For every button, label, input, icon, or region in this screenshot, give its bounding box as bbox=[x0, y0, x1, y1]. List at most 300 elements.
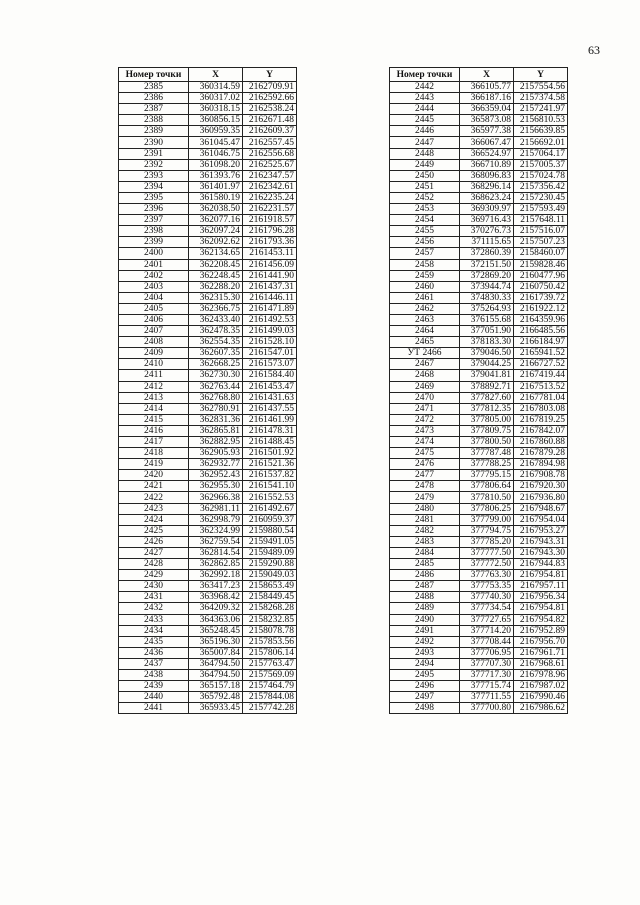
y-coordinate-cell: 2157569.09 bbox=[243, 669, 297, 680]
table-row bbox=[390, 392, 568, 403]
x-coordinate-cell: 372151.50 bbox=[460, 259, 514, 270]
table-row bbox=[119, 126, 297, 137]
table-row bbox=[390, 581, 568, 592]
point-number-cell: 2458 bbox=[390, 259, 460, 270]
table-row bbox=[119, 181, 297, 192]
y-coordinate-cell: 2162525.67 bbox=[243, 159, 297, 170]
point-number-cell: 2402 bbox=[119, 270, 189, 281]
point-number-cell: 2494 bbox=[390, 658, 460, 669]
point-number-cell: 2421 bbox=[119, 481, 189, 492]
coordinates-table-left bbox=[118, 67, 297, 714]
table-row bbox=[119, 681, 297, 692]
x-coordinate-cell: 377809.75 bbox=[460, 425, 514, 436]
x-coordinate-cell: 377785.20 bbox=[460, 536, 514, 547]
point-number-cell: 2492 bbox=[390, 636, 460, 647]
x-coordinate-cell: 362324.99 bbox=[189, 525, 243, 536]
y-coordinate-cell: 2157806.14 bbox=[243, 647, 297, 658]
x-coordinate-cell: 368296.14 bbox=[460, 181, 514, 192]
point-number-cell: 2446 bbox=[390, 126, 460, 137]
point-number-cell: 2428 bbox=[119, 559, 189, 570]
point-number-cell: 2475 bbox=[390, 448, 460, 459]
point-number-cell: 2398 bbox=[119, 226, 189, 237]
table-row bbox=[390, 137, 568, 148]
x-coordinate-cell: 377772.50 bbox=[460, 559, 514, 570]
point-number-cell: 2392 bbox=[119, 159, 189, 170]
table-row bbox=[390, 148, 568, 159]
header-x: X bbox=[189, 68, 243, 82]
point-number-cell: 2410 bbox=[119, 359, 189, 370]
point-number-cell: 2483 bbox=[390, 536, 460, 547]
x-coordinate-cell: 366524.97 bbox=[460, 148, 514, 159]
point-number-cell: 2476 bbox=[390, 459, 460, 470]
y-coordinate-cell: 2167956.34 bbox=[514, 592, 568, 603]
point-number-cell: 2468 bbox=[390, 370, 460, 381]
table-row bbox=[390, 470, 568, 481]
point-number-cell: 2437 bbox=[119, 658, 189, 669]
y-coordinate-cell: 2161446.11 bbox=[243, 292, 297, 303]
y-coordinate-cell: 2156692.01 bbox=[514, 137, 568, 148]
x-coordinate-cell: 370276.73 bbox=[460, 226, 514, 237]
x-coordinate-cell: 377700.80 bbox=[460, 703, 514, 714]
y-coordinate-cell: 2167803.08 bbox=[514, 403, 568, 414]
x-coordinate-cell: 377795.15 bbox=[460, 470, 514, 481]
point-number-cell: 2467 bbox=[390, 359, 460, 370]
table-row bbox=[390, 448, 568, 459]
point-number-cell: 2387 bbox=[119, 104, 189, 115]
point-number-cell: 2413 bbox=[119, 392, 189, 403]
table-row bbox=[119, 559, 297, 570]
table-row bbox=[119, 481, 297, 492]
y-coordinate-cell: 2167956.70 bbox=[514, 636, 568, 647]
y-coordinate-cell: 2161431.63 bbox=[243, 392, 297, 403]
table-row bbox=[119, 303, 297, 314]
x-coordinate-cell: 377740.30 bbox=[460, 592, 514, 603]
y-coordinate-cell: 2162709.91 bbox=[243, 82, 297, 93]
y-coordinate-cell: 2167978.96 bbox=[514, 669, 568, 680]
x-coordinate-cell: 362981.11 bbox=[189, 503, 243, 514]
point-number-cell: 2390 bbox=[119, 137, 189, 148]
x-coordinate-cell: 377051.90 bbox=[460, 326, 514, 337]
table-row bbox=[390, 82, 568, 93]
point-number-cell: 2417 bbox=[119, 437, 189, 448]
x-coordinate-cell: 369716.43 bbox=[460, 215, 514, 226]
table-row bbox=[390, 525, 568, 536]
table-row bbox=[390, 192, 568, 203]
point-number-cell: 2408 bbox=[119, 337, 189, 348]
y-coordinate-cell: 2161492.53 bbox=[243, 314, 297, 325]
point-number-cell: 2452 bbox=[390, 192, 460, 203]
table-row bbox=[119, 614, 297, 625]
x-coordinate-cell: 362998.79 bbox=[189, 514, 243, 525]
x-coordinate-cell: 361045.47 bbox=[189, 137, 243, 148]
table-row bbox=[119, 326, 297, 337]
table-row bbox=[119, 459, 297, 470]
point-number-cell: 2471 bbox=[390, 403, 460, 414]
x-coordinate-cell: 360856.15 bbox=[189, 115, 243, 126]
y-coordinate-cell: 2161456.09 bbox=[243, 259, 297, 270]
y-coordinate-cell: 2157763.47 bbox=[243, 658, 297, 669]
point-number-cell: 2479 bbox=[390, 492, 460, 503]
table-row bbox=[119, 592, 297, 603]
y-coordinate-cell: 2157507.23 bbox=[514, 237, 568, 248]
y-coordinate-cell: 2157464.79 bbox=[243, 681, 297, 692]
x-coordinate-cell: 377706.95 bbox=[460, 647, 514, 658]
point-number-cell: 2487 bbox=[390, 581, 460, 592]
y-coordinate-cell: 2161552.53 bbox=[243, 492, 297, 503]
x-coordinate-cell: 377810.50 bbox=[460, 492, 514, 503]
table-row bbox=[390, 636, 568, 647]
table-row bbox=[390, 570, 568, 581]
x-coordinate-cell: 365792.48 bbox=[189, 692, 243, 703]
y-coordinate-cell: 2167860.88 bbox=[514, 437, 568, 448]
point-number-cell: 2450 bbox=[390, 170, 460, 181]
table-row bbox=[390, 104, 568, 115]
y-coordinate-cell: 2167954.82 bbox=[514, 614, 568, 625]
table-header-row bbox=[390, 68, 568, 82]
y-coordinate-cell: 2159491.05 bbox=[243, 536, 297, 547]
table-row bbox=[390, 692, 568, 703]
x-coordinate-cell: 377777.50 bbox=[460, 547, 514, 558]
y-coordinate-cell: 2167879.28 bbox=[514, 448, 568, 459]
x-coordinate-cell: 366105.77 bbox=[460, 82, 514, 93]
x-coordinate-cell: 362955.30 bbox=[189, 481, 243, 492]
point-number-cell: 2419 bbox=[119, 459, 189, 470]
point-number-cell: 2423 bbox=[119, 503, 189, 514]
table-row bbox=[119, 348, 297, 359]
x-coordinate-cell: 366359.04 bbox=[460, 104, 514, 115]
y-coordinate-cell: 2166485.56 bbox=[514, 326, 568, 337]
x-coordinate-cell: 365977.38 bbox=[460, 126, 514, 137]
table-row bbox=[390, 226, 568, 237]
table-row bbox=[119, 314, 297, 325]
x-coordinate-cell: 372860.39 bbox=[460, 248, 514, 259]
table-row bbox=[119, 492, 297, 503]
y-coordinate-cell: 2159489.09 bbox=[243, 547, 297, 558]
table-row bbox=[119, 215, 297, 226]
y-coordinate-cell: 2167936.80 bbox=[514, 492, 568, 503]
point-number-cell: 2431 bbox=[119, 592, 189, 603]
y-coordinate-cell: 2161437.31 bbox=[243, 281, 297, 292]
table-row bbox=[390, 115, 568, 126]
x-coordinate-cell: 377799.00 bbox=[460, 514, 514, 525]
point-number-cell: 2442 bbox=[390, 82, 460, 93]
x-coordinate-cell: 365196.30 bbox=[189, 636, 243, 647]
y-coordinate-cell: 2157356.42 bbox=[514, 181, 568, 192]
point-number-cell: 2435 bbox=[119, 636, 189, 647]
point-number-cell: 2415 bbox=[119, 414, 189, 425]
table-row bbox=[119, 148, 297, 159]
y-coordinate-cell: 2156639.85 bbox=[514, 126, 568, 137]
point-number-cell: 2444 bbox=[390, 104, 460, 115]
point-number-cell: 2461 bbox=[390, 292, 460, 303]
y-coordinate-cell: 2167819.25 bbox=[514, 414, 568, 425]
y-coordinate-cell: 2166184.97 bbox=[514, 337, 568, 348]
point-number-cell: 2498 bbox=[390, 703, 460, 714]
x-coordinate-cell: 365933.45 bbox=[189, 703, 243, 714]
x-coordinate-cell: 362607.35 bbox=[189, 348, 243, 359]
table-row bbox=[119, 359, 297, 370]
y-coordinate-cell: 2161918.57 bbox=[243, 215, 297, 226]
y-coordinate-cell: 2158653.49 bbox=[243, 581, 297, 592]
point-number-cell: 2430 bbox=[119, 581, 189, 592]
y-coordinate-cell: 2167944.83 bbox=[514, 559, 568, 570]
point-number-cell: 2465 bbox=[390, 337, 460, 348]
table-row bbox=[119, 514, 297, 525]
y-coordinate-cell: 2161471.89 bbox=[243, 303, 297, 314]
point-number-cell: 2460 bbox=[390, 281, 460, 292]
point-number-cell: 2447 bbox=[390, 137, 460, 148]
table-row bbox=[390, 459, 568, 470]
table-row bbox=[119, 536, 297, 547]
y-coordinate-cell: 2161499.03 bbox=[243, 326, 297, 337]
point-number-cell: 2474 bbox=[390, 437, 460, 448]
y-coordinate-cell: 2159290.88 bbox=[243, 559, 297, 570]
table-row bbox=[390, 126, 568, 137]
point-number-cell: 2464 bbox=[390, 326, 460, 337]
table-row bbox=[390, 259, 568, 270]
table-row bbox=[390, 270, 568, 281]
y-coordinate-cell: 2162592.66 bbox=[243, 93, 297, 104]
table-row bbox=[119, 159, 297, 170]
x-coordinate-cell: 364363.06 bbox=[189, 614, 243, 625]
point-number-cell: 2439 bbox=[119, 681, 189, 692]
y-coordinate-cell: 2159880.54 bbox=[243, 525, 297, 536]
header-y: Y bbox=[243, 68, 297, 82]
x-coordinate-cell: 379044.25 bbox=[460, 359, 514, 370]
y-coordinate-cell: 2157648.11 bbox=[514, 215, 568, 226]
y-coordinate-cell: 2158449.45 bbox=[243, 592, 297, 603]
point-number-cell: 2497 bbox=[390, 692, 460, 703]
point-number-cell: 2394 bbox=[119, 181, 189, 192]
y-coordinate-cell: 2167943.30 bbox=[514, 547, 568, 558]
x-coordinate-cell: 377708.44 bbox=[460, 636, 514, 647]
point-number-cell: 2389 bbox=[119, 126, 189, 137]
y-coordinate-cell: 2157024.78 bbox=[514, 170, 568, 181]
x-coordinate-cell: 365157.18 bbox=[189, 681, 243, 692]
point-number-cell: 2403 bbox=[119, 281, 189, 292]
x-coordinate-cell: 361401.97 bbox=[189, 181, 243, 192]
y-coordinate-cell: 2166727.52 bbox=[514, 359, 568, 370]
point-number-cell: 2386 bbox=[119, 93, 189, 104]
x-coordinate-cell: 362780.91 bbox=[189, 403, 243, 414]
table-row bbox=[390, 292, 568, 303]
x-coordinate-cell: 362668.25 bbox=[189, 359, 243, 370]
table-row bbox=[390, 481, 568, 492]
y-coordinate-cell: 2157005.37 bbox=[514, 159, 568, 170]
x-coordinate-cell: 377787.48 bbox=[460, 448, 514, 459]
x-coordinate-cell: 362882.95 bbox=[189, 437, 243, 448]
y-coordinate-cell: 2157844.08 bbox=[243, 692, 297, 703]
table-row bbox=[119, 547, 297, 558]
x-coordinate-cell: 361098.20 bbox=[189, 159, 243, 170]
y-coordinate-cell: 2161573.07 bbox=[243, 359, 297, 370]
x-coordinate-cell: 366187.16 bbox=[460, 93, 514, 104]
point-number-cell: 2473 bbox=[390, 425, 460, 436]
point-number-cell: 2491 bbox=[390, 625, 460, 636]
y-coordinate-cell: 2161537.82 bbox=[243, 470, 297, 481]
table-row bbox=[390, 215, 568, 226]
y-coordinate-cell: 2157516.07 bbox=[514, 226, 568, 237]
y-coordinate-cell: 2167987.02 bbox=[514, 681, 568, 692]
table-row bbox=[119, 192, 297, 203]
x-coordinate-cell: 366067.47 bbox=[460, 137, 514, 148]
y-coordinate-cell: 2160959.37 bbox=[243, 514, 297, 525]
x-coordinate-cell: 376155.68 bbox=[460, 314, 514, 325]
table-row bbox=[119, 137, 297, 148]
point-number-cell: 2486 bbox=[390, 570, 460, 581]
point-number-cell: 2445 bbox=[390, 115, 460, 126]
x-coordinate-cell: 364209.32 bbox=[189, 603, 243, 614]
header-y: Y bbox=[514, 68, 568, 82]
point-number-cell: 2432 bbox=[119, 603, 189, 614]
point-number-cell: 2459 bbox=[390, 270, 460, 281]
table-row bbox=[119, 703, 297, 714]
point-number-cell: 2443 bbox=[390, 93, 460, 104]
x-coordinate-cell: 377788.25 bbox=[460, 459, 514, 470]
x-coordinate-cell: 375264.93 bbox=[460, 303, 514, 314]
x-coordinate-cell: 362992.18 bbox=[189, 570, 243, 581]
point-number-cell: 2388 bbox=[119, 115, 189, 126]
point-number-cell: 2490 bbox=[390, 614, 460, 625]
x-coordinate-cell: 362366.75 bbox=[189, 303, 243, 314]
x-coordinate-cell: 378183.30 bbox=[460, 337, 514, 348]
point-number-cell: 2455 bbox=[390, 226, 460, 237]
x-coordinate-cell: 377763.30 bbox=[460, 570, 514, 581]
table-row bbox=[390, 359, 568, 370]
y-coordinate-cell: 2167894.98 bbox=[514, 459, 568, 470]
x-coordinate-cell: 362768.80 bbox=[189, 392, 243, 403]
header-x: X bbox=[460, 68, 514, 82]
table-row bbox=[119, 525, 297, 536]
point-number-cell: 2433 bbox=[119, 614, 189, 625]
x-coordinate-cell: 377806.25 bbox=[460, 503, 514, 514]
x-coordinate-cell: 362814.54 bbox=[189, 547, 243, 558]
point-number-cell: 2481 bbox=[390, 514, 460, 525]
table-row bbox=[119, 658, 297, 669]
y-coordinate-cell: 2161584.40 bbox=[243, 370, 297, 381]
x-coordinate-cell: 362092.62 bbox=[189, 237, 243, 248]
table-row bbox=[119, 292, 297, 303]
x-coordinate-cell: 362288.20 bbox=[189, 281, 243, 292]
y-coordinate-cell: 2167957.11 bbox=[514, 581, 568, 592]
point-number-cell: 2434 bbox=[119, 625, 189, 636]
x-coordinate-cell: 362932.77 bbox=[189, 459, 243, 470]
x-coordinate-cell: 364794.50 bbox=[189, 658, 243, 669]
x-coordinate-cell: 360314.59 bbox=[189, 82, 243, 93]
table-row bbox=[390, 503, 568, 514]
y-coordinate-cell: 2167968.61 bbox=[514, 658, 568, 669]
point-number-cell: 2456 bbox=[390, 237, 460, 248]
table-row bbox=[390, 281, 568, 292]
x-coordinate-cell: 363968.42 bbox=[189, 592, 243, 603]
y-coordinate-cell: 2167953.27 bbox=[514, 525, 568, 536]
point-number-cell: 2480 bbox=[390, 503, 460, 514]
x-coordinate-cell: 362038.50 bbox=[189, 204, 243, 215]
y-coordinate-cell: 2159828.46 bbox=[514, 259, 568, 270]
table-row bbox=[119, 115, 297, 126]
point-number-cell: 2482 bbox=[390, 525, 460, 536]
table-row bbox=[119, 503, 297, 514]
y-coordinate-cell: 2167954.81 bbox=[514, 603, 568, 614]
x-coordinate-cell: 362759.54 bbox=[189, 536, 243, 547]
table-row bbox=[390, 559, 568, 570]
table-row bbox=[390, 437, 568, 448]
table-header-row bbox=[119, 68, 297, 82]
y-coordinate-cell: 2159049.03 bbox=[243, 570, 297, 581]
point-number-cell: 2463 bbox=[390, 314, 460, 325]
x-coordinate-cell: 360959.35 bbox=[189, 126, 243, 137]
header-point-number: Номер точки bbox=[119, 68, 189, 82]
point-number-cell: 2404 bbox=[119, 292, 189, 303]
point-number-cell: 2469 bbox=[390, 381, 460, 392]
point-number-cell: 2449 bbox=[390, 159, 460, 170]
table-row bbox=[390, 303, 568, 314]
x-coordinate-cell: 361580.19 bbox=[189, 192, 243, 203]
y-coordinate-cell: 2167948.67 bbox=[514, 503, 568, 514]
x-coordinate-cell: 362248.45 bbox=[189, 270, 243, 281]
x-coordinate-cell: 377727.65 bbox=[460, 614, 514, 625]
table-row bbox=[390, 403, 568, 414]
point-number-cell: 2409 bbox=[119, 348, 189, 359]
x-coordinate-cell: 377734.54 bbox=[460, 603, 514, 614]
x-coordinate-cell: 362478.35 bbox=[189, 326, 243, 337]
x-coordinate-cell: 362952.43 bbox=[189, 470, 243, 481]
point-number-cell: 2495 bbox=[390, 669, 460, 680]
table-row bbox=[119, 647, 297, 658]
x-coordinate-cell: 362433.40 bbox=[189, 314, 243, 325]
x-coordinate-cell: 365007.84 bbox=[189, 647, 243, 658]
x-coordinate-cell: 377707.30 bbox=[460, 658, 514, 669]
point-number-cell: 2424 bbox=[119, 514, 189, 525]
table-row bbox=[390, 592, 568, 603]
y-coordinate-cell: 2167419.44 bbox=[514, 370, 568, 381]
x-coordinate-cell: 361393.76 bbox=[189, 170, 243, 181]
table-row bbox=[390, 181, 568, 192]
table-row bbox=[119, 381, 297, 392]
y-coordinate-cell: 2167513.52 bbox=[514, 381, 568, 392]
table-row bbox=[390, 170, 568, 181]
x-coordinate-cell: 362554.35 bbox=[189, 337, 243, 348]
x-coordinate-cell: 374830.33 bbox=[460, 292, 514, 303]
point-number-cell: 2438 bbox=[119, 669, 189, 680]
x-coordinate-cell: 360318.15 bbox=[189, 104, 243, 115]
table-row bbox=[390, 348, 568, 359]
y-coordinate-cell: 2167781.04 bbox=[514, 392, 568, 403]
y-coordinate-cell: 2162342.61 bbox=[243, 181, 297, 192]
x-coordinate-cell: 372869.20 bbox=[460, 270, 514, 281]
y-coordinate-cell: 2162235.24 bbox=[243, 192, 297, 203]
y-coordinate-cell: 2157230.45 bbox=[514, 192, 568, 203]
y-coordinate-cell: 2161501.92 bbox=[243, 448, 297, 459]
table-row bbox=[119, 204, 297, 215]
point-number-cell: 2448 bbox=[390, 148, 460, 159]
table-row bbox=[119, 270, 297, 281]
header-point-number: Номер точки bbox=[390, 68, 460, 82]
x-coordinate-cell: 362097.24 bbox=[189, 226, 243, 237]
x-coordinate-cell: 362862.85 bbox=[189, 559, 243, 570]
point-number-cell: 2422 bbox=[119, 492, 189, 503]
y-coordinate-cell: 2167961.71 bbox=[514, 647, 568, 658]
x-coordinate-cell: 362134.65 bbox=[189, 248, 243, 259]
x-coordinate-cell: 371115.65 bbox=[460, 237, 514, 248]
table-row bbox=[390, 381, 568, 392]
table-row bbox=[390, 93, 568, 104]
point-number-cell: 2425 bbox=[119, 525, 189, 536]
table-row bbox=[119, 281, 297, 292]
point-number-cell: 2400 bbox=[119, 248, 189, 259]
point-number-cell: УТ 2466 bbox=[390, 348, 460, 359]
x-coordinate-cell: 369309.97 bbox=[460, 204, 514, 215]
